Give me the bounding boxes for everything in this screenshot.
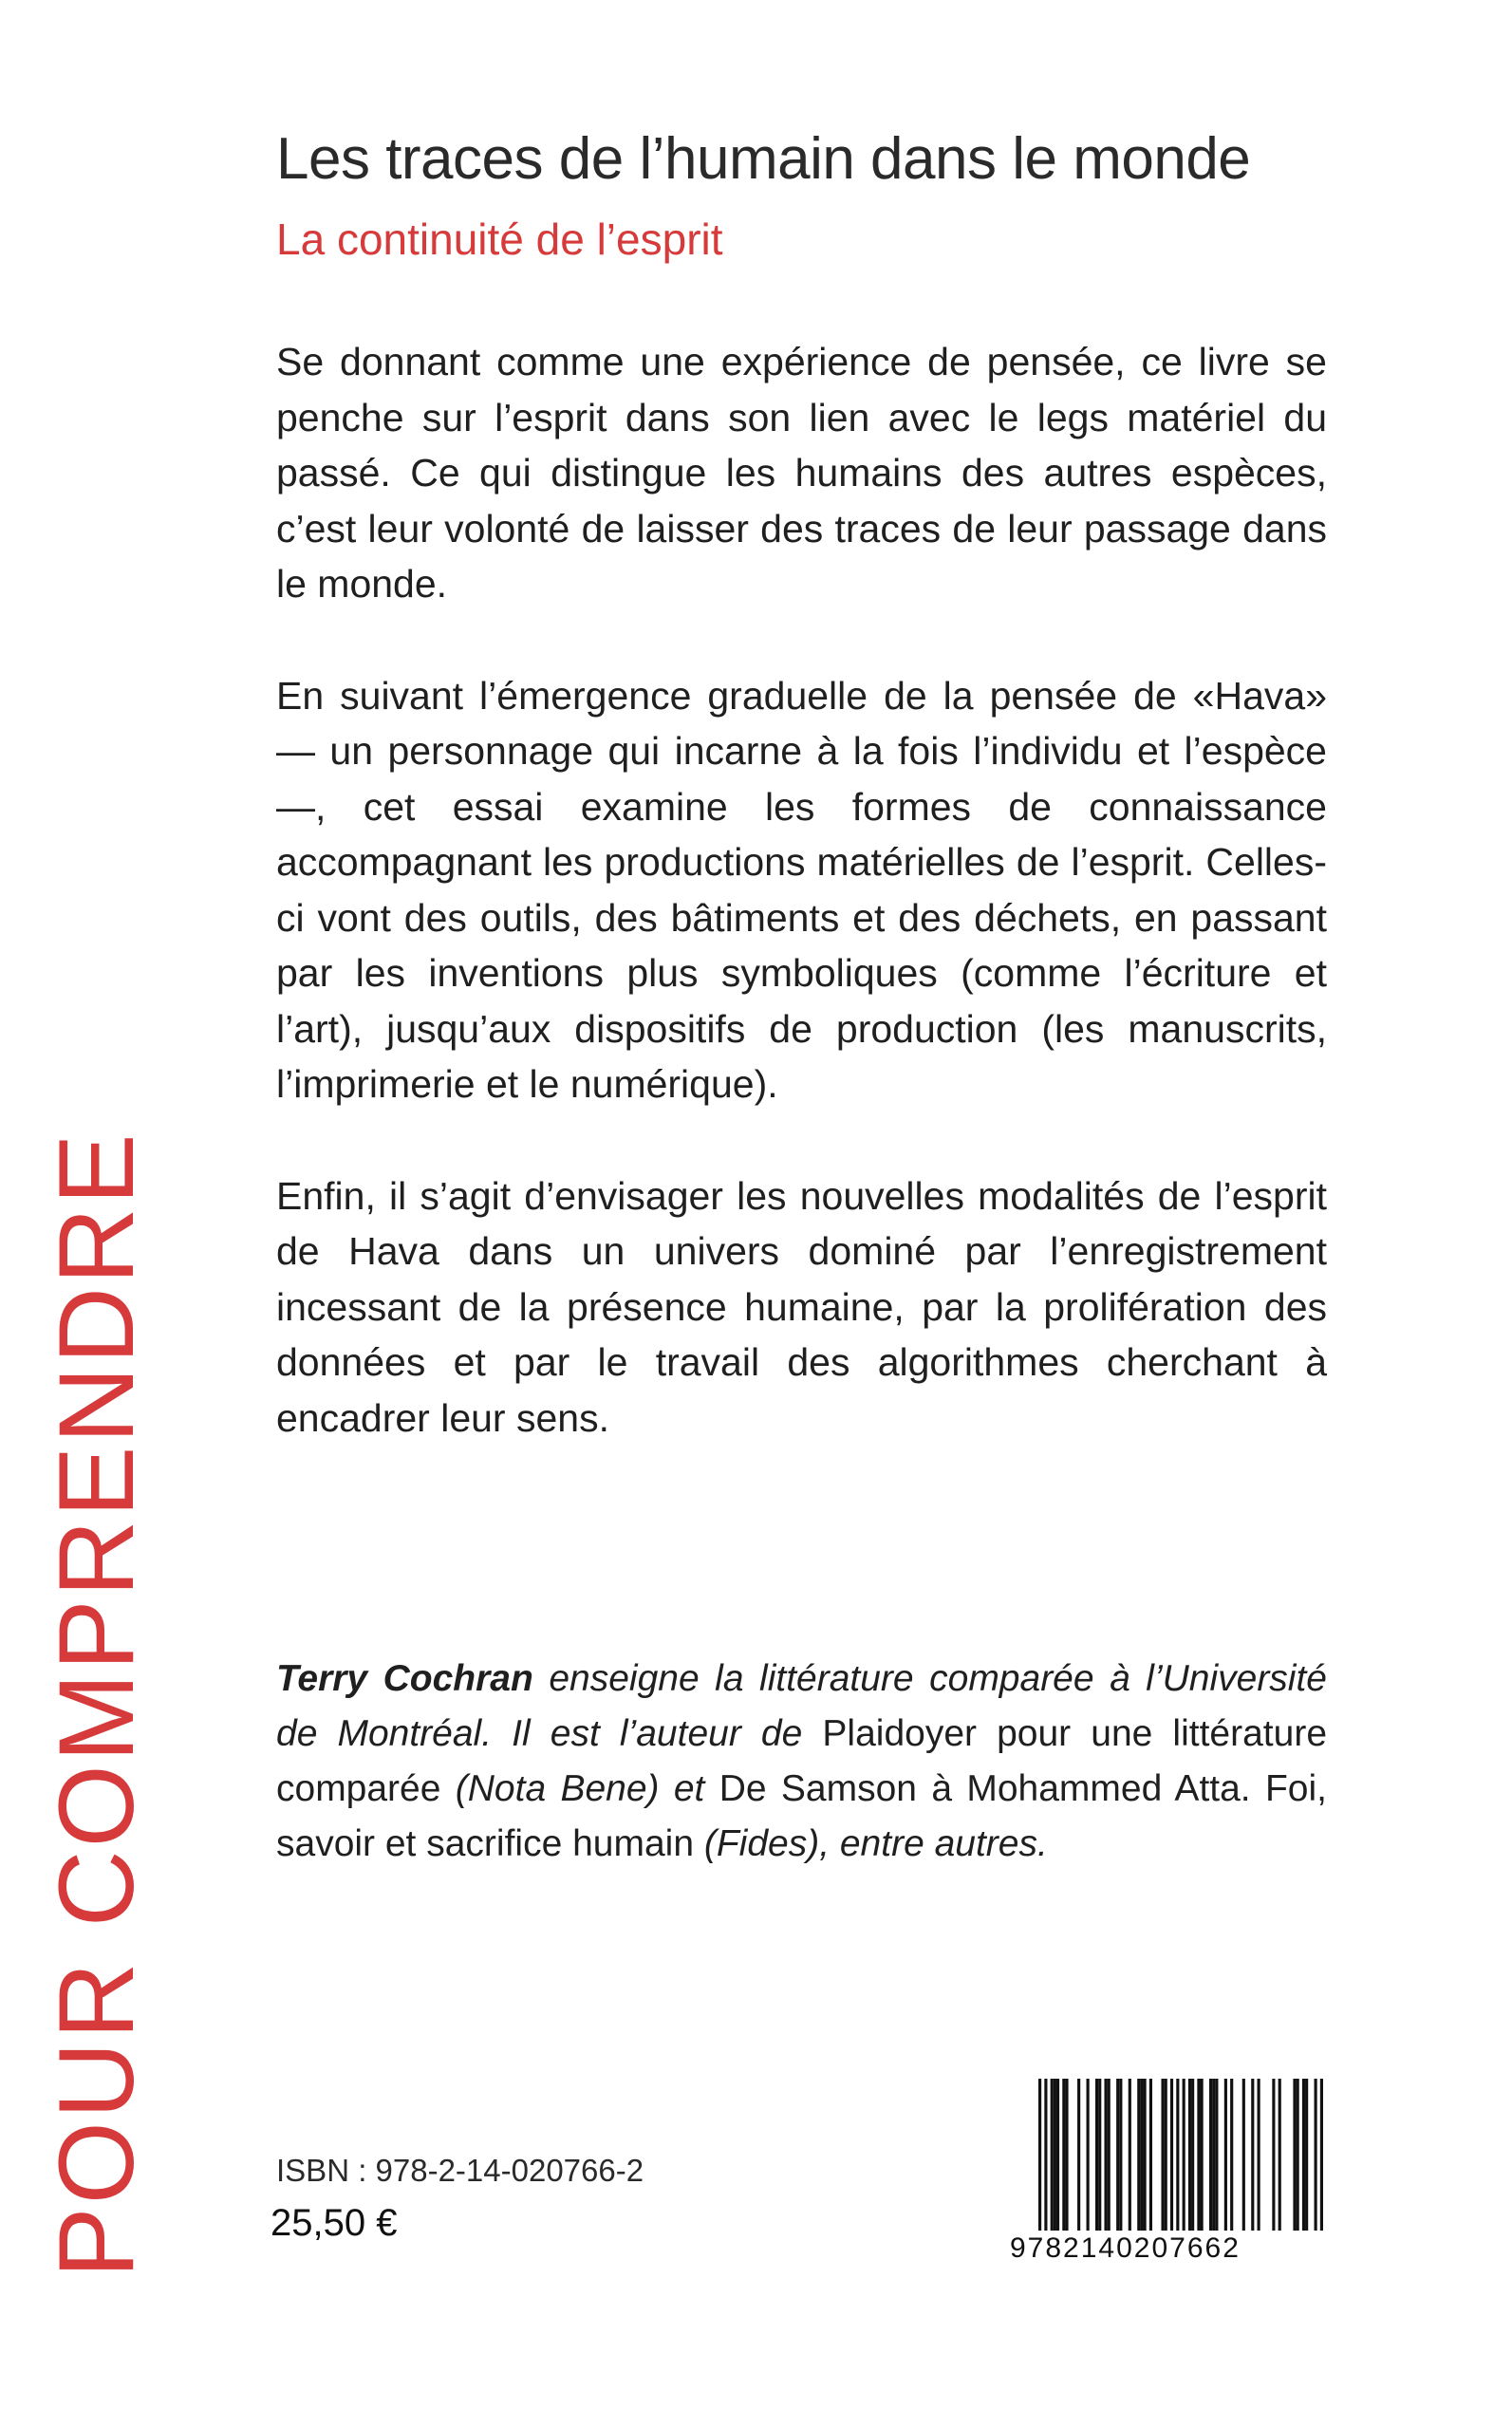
barcode-bar <box>1087 2079 1090 2231</box>
barcode-bar <box>1056 2079 1059 2231</box>
barcode-bar <box>1272 2079 1275 2231</box>
barcode-bar <box>1149 2079 1152 2231</box>
barcode-bar <box>1258 2079 1260 2231</box>
barcode-bar <box>1315 2079 1317 2231</box>
barcode <box>1010 2079 1329 2265</box>
blurb <box>276 334 1327 1502</box>
book-reference: De Samson à Mohammed Atta. Foi, savoir et sacrifice humain <box>276 1768 1327 1864</box>
barcode-bar <box>1188 2079 1191 2231</box>
series-name: POUR COMPRENDRE <box>37 1130 156 2278</box>
barcode-bar <box>1209 2079 1212 2231</box>
barcode-bar <box>1212 2079 1215 2231</box>
author-bio <box>276 1652 1327 1872</box>
barcode-bar <box>1251 2079 1254 2231</box>
barcode-bar <box>1051 2079 1054 2231</box>
book-title: Les traces de l’humain dans le monde <box>276 126 1251 192</box>
barcode-bars <box>1038 2079 1323 2231</box>
author-name: Terry Cochran <box>276 1658 533 1699</box>
barcode-bar <box>1119 2079 1122 2231</box>
barcode-bar <box>1215 2079 1218 2231</box>
barcode-bar <box>1104 2079 1107 2231</box>
barcode-bar <box>1201 2079 1204 2231</box>
barcode-bar <box>1176 2079 1179 2231</box>
barcode-bar <box>1144 2079 1147 2231</box>
book-reference: Plaidoyer pour une littérature comparée <box>276 1713 1328 1809</box>
barcode-number: 9782140207662 <box>1010 2232 1241 2264</box>
barcode-bar <box>1054 2079 1056 2231</box>
barcode-bar <box>1230 2079 1233 2231</box>
barcode-bar <box>1044 2079 1047 2231</box>
barcode-bar <box>1197 2079 1200 2231</box>
barcode-bar <box>1293 2079 1296 2231</box>
barcode-bar <box>1242 2079 1245 2231</box>
barcode-bar <box>1137 2079 1140 2231</box>
barcode-bar <box>1191 2079 1194 2231</box>
barcode-bar <box>1320 2079 1323 2231</box>
blurb-paragraph: Se donnant comme une expérience de pensée, ce livre se penche sur l’esprit dans son lien avec le legs matériel du passé. Ce qui distingue les humains des autres espèces, c’est leur volonté de laisser des traces de leur passage dans le monde. <box>276 340 1327 606</box>
barcode-bar <box>1095 2079 1098 2231</box>
barcode-bar <box>1224 2079 1227 2231</box>
publisher-reference: (Nota Bene) et <box>440 1768 719 1809</box>
barcode-bar <box>1038 2079 1041 2231</box>
publisher-reference: (Fides), entre autres. <box>694 1823 1048 1864</box>
price: 25,50 € <box>271 2202 398 2244</box>
barcode-bar <box>1077 2079 1080 2231</box>
isbn: ISBN : 978-2-14-020766-2 <box>276 2153 644 2188</box>
blurb-paragraph: Enfin, il s’agit d’envisager les nouvelles modalités de l’esprit de Hava dans un univers dominé par l’enregistrement incessant de la présence humaine, par la prolifération des données et par le travail des algorithmes cherchant à encadrer leur sens. <box>276 1173 1327 1440</box>
barcode-bar <box>1116 2079 1119 2231</box>
barcode-bar <box>1098 2079 1101 2231</box>
book-subtitle: La continuité de l’esprit <box>276 215 723 264</box>
barcode-bar <box>1305 2079 1308 2231</box>
barcode-bar <box>1062 2079 1065 2231</box>
barcode-bar <box>1129 2079 1131 2231</box>
barcode-bar <box>1065 2079 1068 2231</box>
barcode-bar <box>1302 2079 1305 2231</box>
barcode-bar <box>1297 2079 1299 2231</box>
barcode-bar <box>1170 2079 1173 2231</box>
author-bio-text: enseigne la littérature comparée à l’Université de Montréal. Il est l’auteur de <box>276 1658 1327 1754</box>
barcode-bar <box>1165 2079 1167 2231</box>
barcode-bar <box>1183 2079 1185 2231</box>
barcode-bar <box>1279 2079 1281 2231</box>
barcode-bar <box>1161 2079 1164 2231</box>
barcode-bar <box>1108 2079 1111 2231</box>
blurb-paragraph: En suivant l’émergence graduelle de la pensée de «Hava» — un personnage qui incarne à la fois l’individu et l’espèce —, cet essai examine les formes de connaissance accompagnant les productions matérielles de l’esprit. Celles-ci vont des outils, des bâtiments et des déchets, en passant par les inventions plus symboliques (comme l’écriture et l’art), jusqu’aux dispositifs de production (les manuscrits, l’imprimerie et le numérique). <box>276 673 1327 1106</box>
barcode-bar <box>1140 2079 1143 2231</box>
